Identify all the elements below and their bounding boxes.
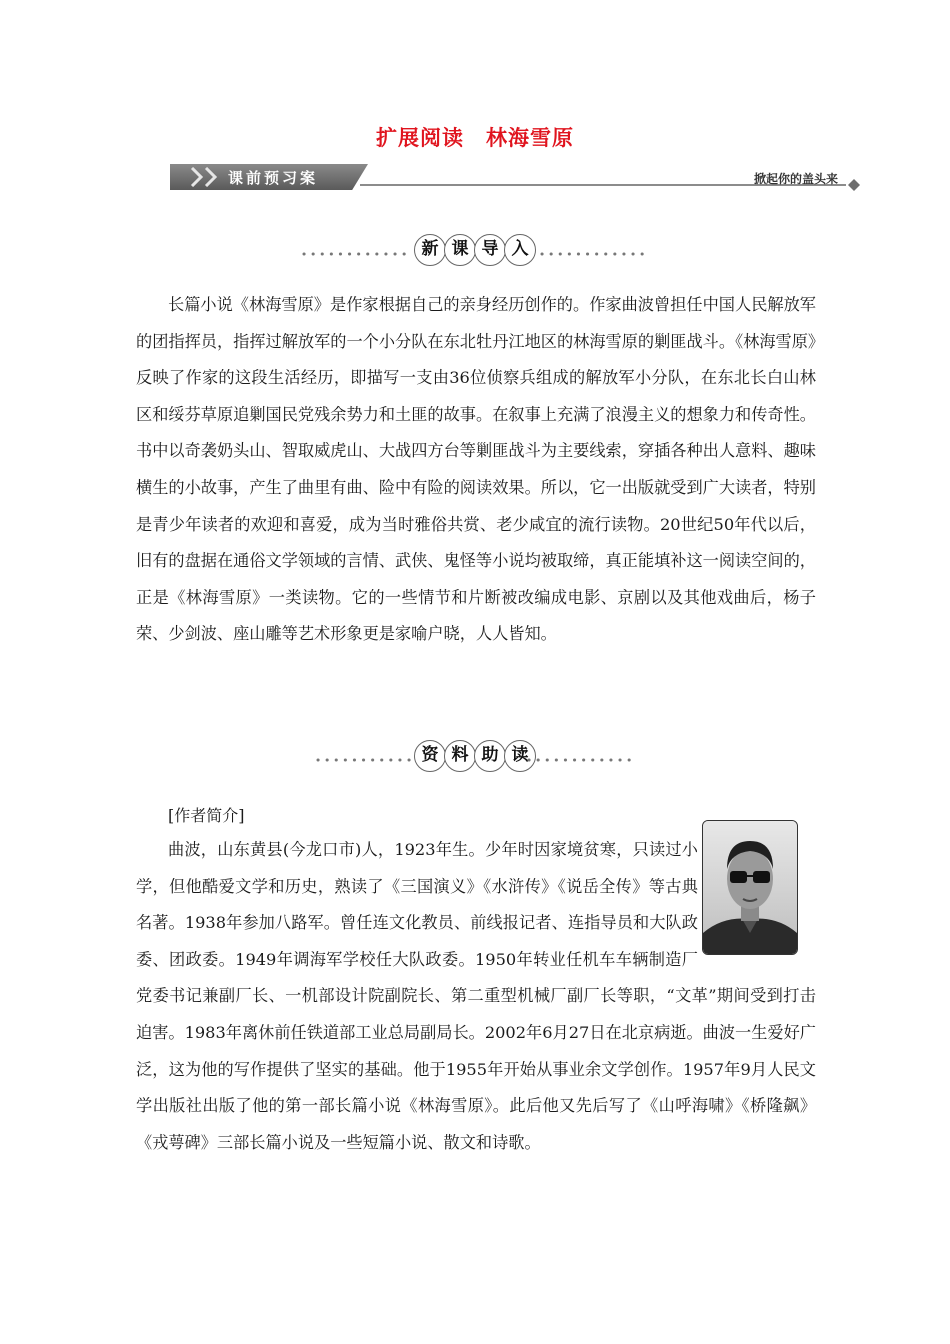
author-paragraph (136, 832, 816, 1161)
section-char: 资 (414, 740, 446, 772)
title-part-1: 扩展阅读 (376, 126, 464, 150)
author-intro-label: [作者简介] (168, 806, 245, 825)
section-header-intro (0, 234, 950, 274)
section-char: 读 (504, 740, 536, 772)
page-title (0, 122, 950, 152)
section-char: 料 (444, 740, 476, 772)
author-text: 曲波，山东黄县(今龙口市)人，1923年生。少年时因家境贫寒，只读过小学，但他酷爱文学和历史，熟读了《三国演义》《水浒传》《说岳全传》等古典名著。1938年参加八路军。曾任连文化教员、前线报记者、连指导员和大队政委、团政委。1949年调海军学校任大队政委。1950年转业任机车车辆制造厂党委书记兼副厂长、一机部设计院副院长、第二重型机械厂副厂长等职，“文革”期间受到打击迫害。1983年离休前任铁道部工业总局副局长。2002年6月27日在北京病逝。曲波一生爱好广泛，这为他的写作提供了坚实的基础。他于1955年开始从事业余文学创作。1957年9月人民文学出版社出版了他的第一部长篇小说《林海雪原》。此后他又先后写了《山呼海啸》《桥隆飙》《戎萼碑》三部长篇小说及一些短篇小说、散文和诗歌。 (136, 840, 816, 1152)
section-char: 导 (474, 234, 506, 266)
intro-paragraph: 长篇小说《林海雪原》是作家根据自己的亲身经历创作的。作家曲波曾担任中国人民解放军的团指挥员，指挥过解放军的一个小分队在东北牡丹江地区的林海雪原的剿匪战斗。《林海雪原》反映了作家的这段生活经历，即描写一支由36位侦察兵组成的解放军小分队，在东北长白山林区和绥芬草原追剿国民党残余势力和土匪的故事。在叙事上充满了浪漫主义的想象力和传奇性。书中以奇袭奶头山、智取威虎山、大战四方台等剿匪战斗为主要线索，穿插各种出人意料、趣味横生的小故事，产生了曲里有曲、险中有险的阅读效果。所以，它一出版就受到广大读者，特别是青少年读者的欢迎和喜爱，成为当时雅俗共赏、老少咸宜的流行读物。20世纪50年代以后，旧有的盘据在通俗文学领域的言情、武侠、鬼怪等小说均被取缔，真正能填补这一阅读空间的，正是《林海雪原》一类读物。它的一些情节和片断被改编成电影、京剧以及其他戏曲后，杨子荣、少剑波、座山雕等艺术形象更是家喻户晓，人人皆知。 (136, 295, 816, 644)
section-char: 课 (444, 234, 476, 266)
chevron-right-icon (190, 167, 204, 187)
section-char: 助 (474, 740, 506, 772)
diamond-icon (848, 179, 860, 191)
section-char: 新 (414, 234, 446, 266)
photo-spacer (698, 832, 816, 942)
section-banner (170, 164, 860, 194)
dotted-rule (540, 252, 650, 256)
section-header-reading (0, 740, 950, 780)
banner-right-text: 掀起你的盖头来 (753, 172, 838, 186)
title-part-2: 林海雪原 (486, 126, 574, 150)
section-char: 入 (504, 234, 536, 266)
dotted-rule (527, 758, 637, 762)
banner-label: 课前预习案 (228, 169, 319, 187)
chevron-right-icon (204, 167, 218, 187)
